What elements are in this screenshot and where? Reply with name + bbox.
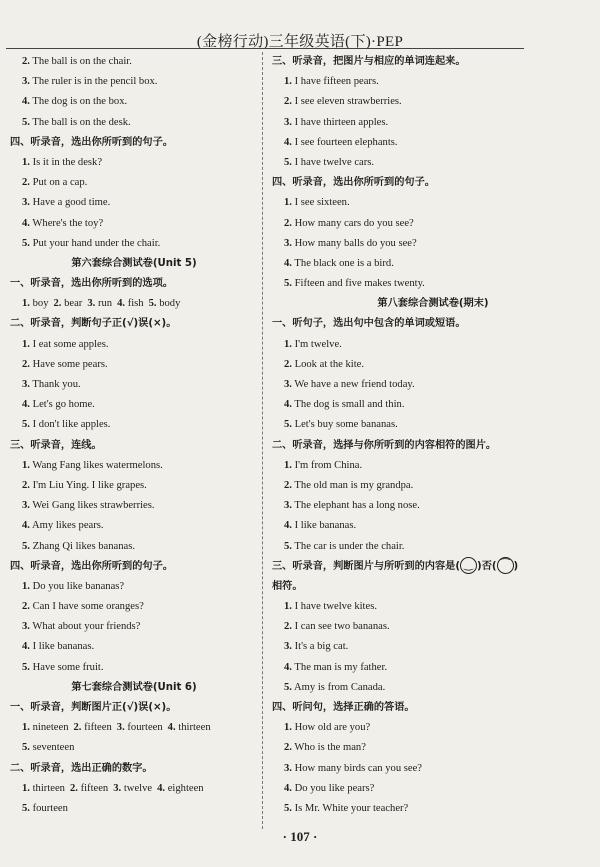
item-number: 1. xyxy=(22,156,30,168)
section-heading: 二、听录音，选择与你所听到的内容相符的图片。 xyxy=(272,439,497,451)
item-text: I can see two bananas. xyxy=(294,621,390,633)
item-text: The car is under the chair. xyxy=(294,540,405,552)
item-number: 3. xyxy=(87,298,96,310)
item-text: Where's the toy? xyxy=(32,217,104,229)
list-item xyxy=(272,617,594,637)
item-text: Amy is from Canada. xyxy=(294,681,386,693)
item-text: fifteen xyxy=(84,722,112,734)
list-item xyxy=(10,52,258,72)
section-heading: 一、听录音，判断图片正(√)误(×)。 xyxy=(10,702,177,713)
item-number: 2. xyxy=(22,479,30,491)
item-number: 3. xyxy=(22,197,30,209)
item-number: 2. xyxy=(69,782,78,794)
item-number: 3. xyxy=(284,762,292,774)
header-rule xyxy=(6,48,524,49)
list-item xyxy=(272,779,594,799)
item-number: 3. xyxy=(116,722,125,734)
list-item xyxy=(272,597,594,617)
list-item xyxy=(10,234,258,254)
item-text: How old are you? xyxy=(294,722,371,734)
item-number: 3. xyxy=(22,621,30,633)
item-number: 1. xyxy=(284,601,292,613)
item-number: 2. xyxy=(53,298,62,310)
item-number: 5. xyxy=(284,540,292,552)
list-item xyxy=(272,193,594,213)
inline-options xyxy=(10,779,258,799)
item-number: 1. xyxy=(22,298,30,310)
item-text: thirteen xyxy=(178,722,211,734)
list xyxy=(272,718,594,819)
inline-option xyxy=(22,298,49,309)
list-item xyxy=(272,254,594,274)
list-item xyxy=(10,415,258,435)
list-item xyxy=(10,335,258,355)
item-text: The dog is on the box. xyxy=(32,96,128,108)
list xyxy=(272,456,594,557)
list-item xyxy=(272,375,594,395)
item-number: 5. xyxy=(22,802,30,814)
list-item xyxy=(272,456,594,476)
item-number: 5. xyxy=(284,156,292,168)
item-text: The ball is on the desk. xyxy=(32,116,131,128)
item-number: 5. xyxy=(284,278,292,290)
item-number: 2. xyxy=(284,742,292,754)
list-item xyxy=(10,72,258,92)
inline-option xyxy=(168,722,211,733)
item-text: Let's go home. xyxy=(32,399,95,411)
list-item xyxy=(272,274,594,294)
item-text: What about your friends? xyxy=(32,621,141,633)
item-text: I eat some apples. xyxy=(32,338,109,350)
item-number: 1. xyxy=(22,580,30,592)
item-text: twelve xyxy=(123,782,153,794)
item-text: Do you like pears? xyxy=(294,782,375,794)
item-number: 2. xyxy=(73,722,82,734)
test-title: 第六套综合测试卷(Unit 5) xyxy=(71,257,197,269)
item-text: run xyxy=(97,298,113,310)
list-item xyxy=(10,537,258,557)
item-number: 4. xyxy=(22,520,30,532)
list-item xyxy=(272,92,594,112)
item-number: 3. xyxy=(113,782,122,794)
item-number: 4. xyxy=(22,96,30,108)
section-heading: 一、听句子，选出句中包含的单词或短语。 xyxy=(272,318,466,330)
list-item xyxy=(272,395,594,415)
list-item xyxy=(10,214,258,234)
list-item xyxy=(10,516,258,536)
item-number: 4. xyxy=(284,257,292,269)
list-item xyxy=(272,496,594,516)
list-item xyxy=(272,759,594,779)
item-text: nineteen xyxy=(32,722,69,734)
list-item xyxy=(10,496,258,516)
item-text: Can I have some oranges? xyxy=(32,601,144,613)
section-heading: 相符。 xyxy=(272,580,303,592)
item-text: How many cars do you see? xyxy=(294,217,414,229)
item-number: 3. xyxy=(284,237,292,249)
item-number: 4. xyxy=(22,641,30,653)
inline-options xyxy=(10,718,258,738)
item-text: I'm twelve. xyxy=(294,338,342,350)
item-text: Zhang Qi likes bananas. xyxy=(32,540,135,552)
item-number: 3. xyxy=(22,76,30,88)
item-number: 1. xyxy=(22,338,30,350)
inline-option xyxy=(113,783,152,794)
item-number: 4. xyxy=(284,661,292,673)
list xyxy=(272,193,594,294)
item-number: 1. xyxy=(284,338,292,350)
right-column xyxy=(272,52,594,819)
list-item xyxy=(10,375,258,395)
item-text: eighteen xyxy=(167,782,204,794)
list-item xyxy=(272,133,594,153)
item-text: fourteen xyxy=(127,722,163,734)
list-item xyxy=(272,799,594,819)
item-text: Thank you. xyxy=(32,379,81,390)
item-text: seventeen xyxy=(32,742,75,754)
list-item xyxy=(10,113,258,133)
item-number: 2. xyxy=(22,358,30,370)
item-number: 2. xyxy=(22,601,30,613)
list-item xyxy=(272,537,594,557)
item-text: It's a big cat. xyxy=(294,641,349,653)
inline-option xyxy=(54,298,83,309)
item-number: 4. xyxy=(157,782,166,794)
item-text: How many birds can you see? xyxy=(294,762,422,774)
item-text: bear xyxy=(64,298,83,310)
inline-option xyxy=(22,783,65,794)
item-text: I see eleven strawberries. xyxy=(294,96,402,108)
item-text: I'm from China. xyxy=(294,459,363,471)
smile-face-icon: ‿ xyxy=(460,557,477,574)
item-number: 3. xyxy=(284,379,292,390)
list-item xyxy=(10,395,258,415)
section-heading: 三、听录音，把图片与相应的单词连起来。 xyxy=(272,56,466,67)
section-heading: 二、听录音，选出正确的数字。 xyxy=(10,762,153,774)
item-number: 4. xyxy=(22,217,30,229)
list-item xyxy=(272,355,594,375)
item-text: I like bananas. xyxy=(294,520,357,532)
item-text: Is it in the desk? xyxy=(32,156,103,168)
list-item xyxy=(10,153,258,173)
list-item xyxy=(10,173,258,193)
inline-option xyxy=(117,298,144,309)
test-title: 第八套综合测试卷(期末) xyxy=(377,298,489,310)
item-text: thirteen xyxy=(32,782,65,794)
item-text: The ruler is in the pencil box. xyxy=(32,76,158,88)
item-text: Is Mr. White your teacher? xyxy=(294,802,409,814)
item-text: The man is my father. xyxy=(294,661,388,673)
item-number: 3. xyxy=(284,500,292,512)
list-item xyxy=(10,658,258,678)
list xyxy=(272,72,594,173)
section-heading: 四、听录音，选出你所听到的句子。 xyxy=(272,177,435,189)
item-number: 4. xyxy=(22,399,30,411)
inline-option xyxy=(117,722,163,733)
item-text: I have thirteen apples. xyxy=(294,116,389,128)
list-item xyxy=(272,113,594,133)
item-text: Let's buy some bananas. xyxy=(294,419,398,431)
item-number: 4. xyxy=(117,298,126,310)
list-item xyxy=(10,355,258,375)
list xyxy=(10,577,258,678)
list-item xyxy=(10,597,258,617)
item-text: fifteen xyxy=(80,782,109,794)
list-item xyxy=(10,799,258,819)
list-item xyxy=(272,234,594,254)
list xyxy=(10,456,258,557)
item-number: 5. xyxy=(22,419,30,431)
inline-option xyxy=(74,722,112,733)
item-text: I'm Liu Ying. I like grapes. xyxy=(32,479,147,491)
item-number: 3. xyxy=(22,500,30,512)
heading-text: 否 xyxy=(481,560,492,572)
item-number: 2. xyxy=(284,621,292,633)
item-text: The old man is my grandpa. xyxy=(294,479,414,491)
list-item xyxy=(272,153,594,173)
list-item xyxy=(272,415,594,435)
list-item xyxy=(10,617,258,637)
section-heading: 四、听录音，选出你所听到的句子。 xyxy=(10,136,173,148)
heading-text: 三、听录音，判断图片与所听到的内容是 xyxy=(272,560,456,572)
item-text: Put your hand under the chair. xyxy=(32,237,161,249)
item-number: 4. xyxy=(284,399,292,411)
list xyxy=(272,335,594,436)
item-number: 1. xyxy=(284,459,292,471)
section-heading: 一、听录音，选出你所听到的选项。 xyxy=(10,278,173,290)
item-number: 4. xyxy=(284,136,292,148)
item-text: I see fourteen elephants. xyxy=(294,136,398,148)
list-item xyxy=(272,335,594,355)
inline-option xyxy=(70,783,108,794)
item-number: 5. xyxy=(22,116,30,128)
item-text: Have a good time. xyxy=(32,197,111,209)
item-text: Wang Fang likes watermelons. xyxy=(32,459,163,471)
item-number: 2. xyxy=(284,358,292,370)
item-text: Wei Gang likes strawberries. xyxy=(32,500,155,512)
item-text: We have a new friend today. xyxy=(294,379,415,390)
item-text: Have some fruit. xyxy=(32,661,104,673)
list-a xyxy=(10,52,258,133)
item-text: I have fifteen pears. xyxy=(294,76,379,88)
item-number: 1. xyxy=(22,782,30,794)
item-number: 2. xyxy=(22,56,30,67)
page-number: · 107 · xyxy=(282,829,318,844)
inline-option xyxy=(149,298,181,309)
item-text: fish xyxy=(127,298,144,310)
item-text: boy xyxy=(32,298,49,310)
item-number: 1. xyxy=(22,459,30,471)
section-heading: 三、听录音，连线。 xyxy=(10,439,102,451)
list-item xyxy=(10,193,258,213)
list-item xyxy=(272,214,594,234)
list-item xyxy=(272,658,594,678)
list-b xyxy=(10,153,258,254)
item-number: 4. xyxy=(284,782,292,794)
test-title: 第七套综合测试卷(Unit 6) xyxy=(71,681,197,693)
item-number: 1. xyxy=(22,722,30,734)
item-text: Fifteen and five makes twenty. xyxy=(294,278,425,290)
page-header: (金榜行动)三年级英语(下)·PEP xyxy=(196,34,404,50)
left-column xyxy=(10,52,258,819)
item-number: 1. xyxy=(284,722,292,734)
item-number: 3. xyxy=(284,116,292,128)
item-text: Who is the man? xyxy=(294,742,366,754)
section-heading: 四、听录音，选出你所听到的句子。 xyxy=(10,560,173,572)
item-number: 2. xyxy=(22,177,30,189)
item-text: Amy likes pears. xyxy=(32,520,104,532)
section-heading: 四、听问句，选择正确的答语。 xyxy=(272,702,415,713)
item-number: 5. xyxy=(284,681,292,693)
list-item xyxy=(10,738,258,758)
list-item xyxy=(272,516,594,536)
item-text: body xyxy=(159,298,181,310)
inline-option xyxy=(87,298,112,309)
item-number: 4. xyxy=(284,520,292,532)
list-item xyxy=(10,92,258,112)
column-divider xyxy=(262,52,263,829)
inline-option xyxy=(22,722,69,733)
item-number: 1. xyxy=(284,197,292,209)
item-text: fourteen xyxy=(32,802,68,814)
list-item xyxy=(272,72,594,92)
section-heading: 三、听录音，判断图片与所听到的内容是( ‿ )否( ⁀ ) xyxy=(272,557,594,577)
item-text: The dog is small and thin. xyxy=(294,399,405,411)
inline-options xyxy=(10,294,258,314)
item-text: Put on a cap. xyxy=(32,177,88,189)
item-number: 5. xyxy=(284,802,292,814)
section-heading: 二、听录音，判断句子正(√)误(×)。 xyxy=(10,318,177,330)
item-number: 2. xyxy=(284,479,292,491)
item-text: I see sixteen. xyxy=(294,197,350,209)
item-number: 5. xyxy=(22,237,30,249)
list-item xyxy=(10,637,258,657)
list-item xyxy=(272,678,594,698)
list-item xyxy=(272,476,594,496)
item-text: I have twelve kites. xyxy=(294,601,377,613)
item-text: I have twelve cars. xyxy=(294,156,375,168)
item-text: How many balls do you see? xyxy=(294,237,417,249)
item-number: 5. xyxy=(148,298,157,310)
item-number: 3. xyxy=(284,641,292,653)
item-text: I don't like apples. xyxy=(32,419,111,431)
item-number: 2. xyxy=(284,96,292,108)
inline-option xyxy=(157,783,204,794)
sad-face-icon: ⁀ xyxy=(497,557,514,574)
item-number: 4. xyxy=(167,722,176,734)
item-number: 1. xyxy=(284,76,292,88)
item-number: 5. xyxy=(22,742,30,754)
item-text: I like bananas. xyxy=(32,641,95,653)
item-number: 3. xyxy=(22,379,30,390)
item-number: 2. xyxy=(284,217,292,229)
list xyxy=(272,597,594,698)
list-item xyxy=(10,476,258,496)
item-text: The ball is on the chair. xyxy=(32,56,132,67)
list xyxy=(10,335,258,436)
item-text: The elephant has a long nose. xyxy=(294,500,420,512)
item-number: 5. xyxy=(22,661,30,673)
item-number: 5. xyxy=(22,540,30,552)
list-item xyxy=(10,577,258,597)
list-item xyxy=(272,718,594,738)
item-text: Look at the kite. xyxy=(294,358,365,370)
list-item xyxy=(272,637,594,657)
item-text: The black one is a bird. xyxy=(294,257,394,269)
item-text: Do you like bananas? xyxy=(32,580,125,592)
item-number: 5. xyxy=(284,419,292,431)
list-item xyxy=(10,456,258,476)
item-text: Have some pears. xyxy=(32,358,108,370)
list-item xyxy=(272,738,594,758)
